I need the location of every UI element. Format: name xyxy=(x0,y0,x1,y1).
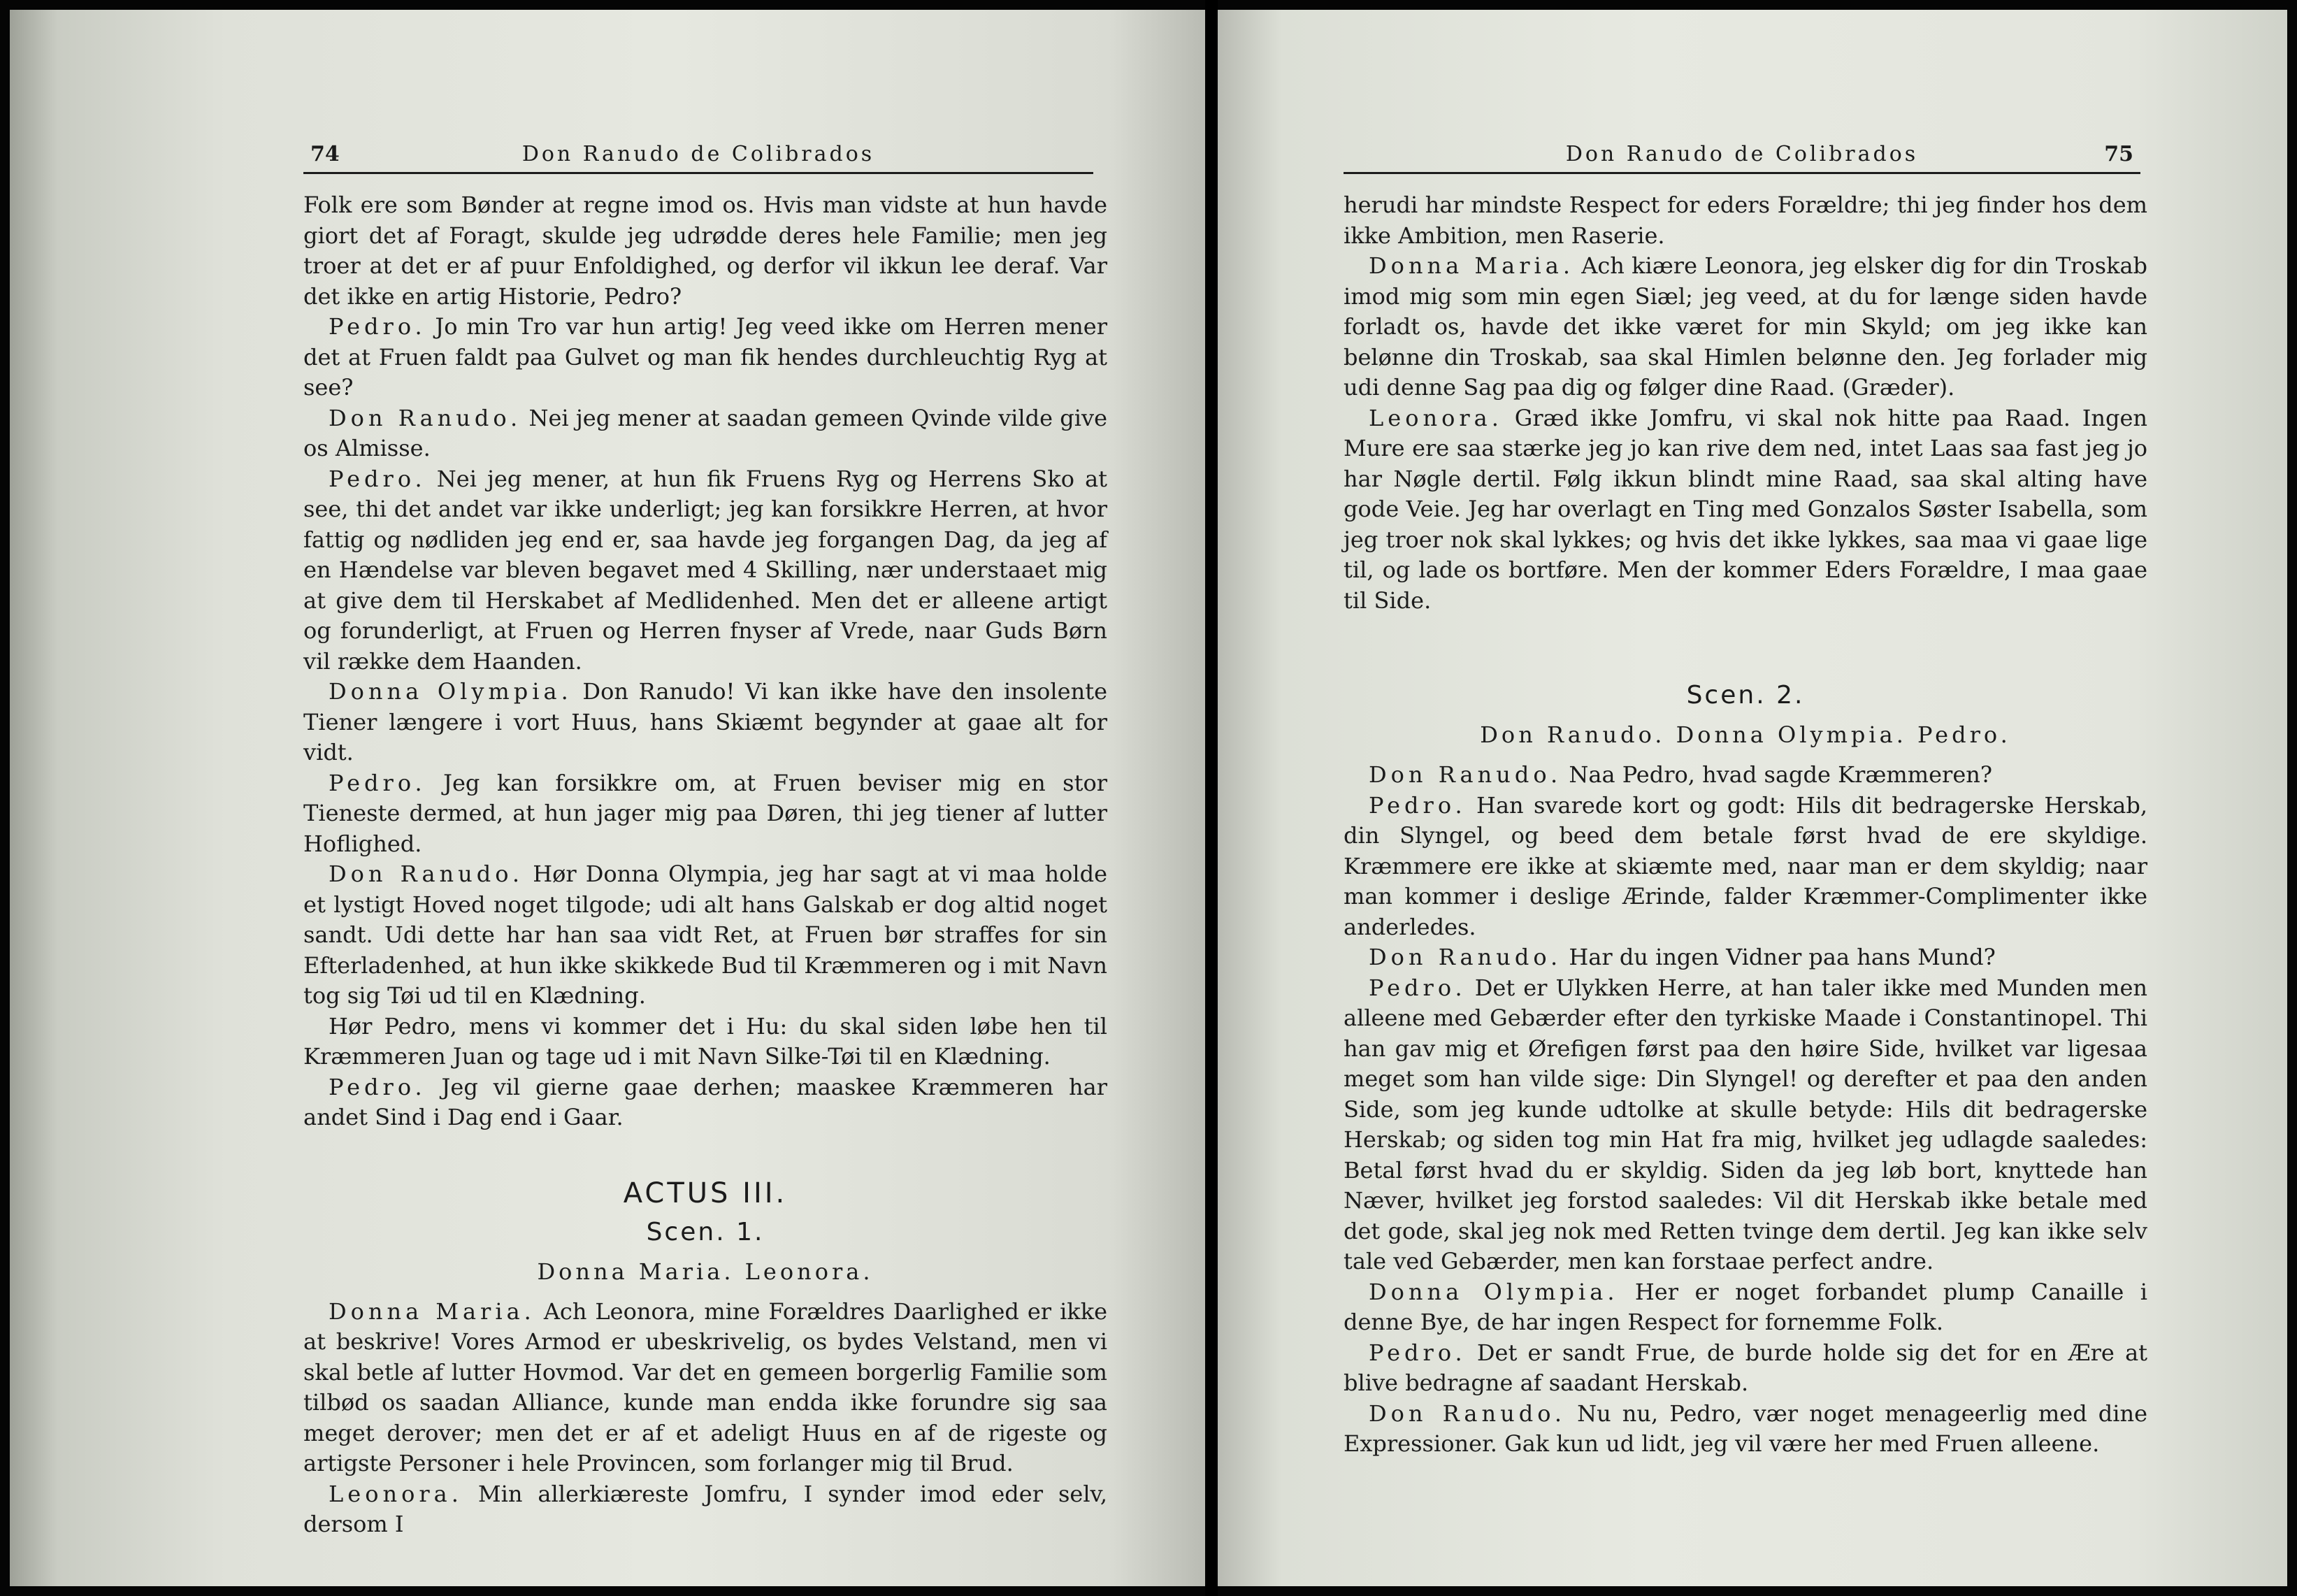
speaker-name: Don Ranudo. xyxy=(329,404,522,431)
scene-heading: Scen. 1. xyxy=(646,1217,765,1246)
paragraph xyxy=(1344,1277,2147,1338)
paragraph-text: Ach Leonora, mine Forældres Daarlighed er ikke at beskrive! Vores Armod er ubeskrivelig, os bydes Velstand, men vi skal betle af lutter Hovmod. Var det en gemeen borgerlig Familie som tilbød os saadan Alliance, kunde man endda ikke forundre sig saa meget derover; men det er af et adeligt Huus en af de rigeste og artigste Personer i hele Provincen, som forlanger mig til Brud. xyxy=(303,1297,1108,1476)
speaker-name: Don Ranudo. xyxy=(329,861,524,887)
paragraph-text: Hør Donna Olympia, jeg har sagt at vi maa holde et lystigt Hoved noget tilgode; udi alt hans Galskab er dog altid noget sandt. Udi dette har han saa vidt Ret, at Fruen bør straffes for sin Efterladenhed, at hun ikke skikkede Bud til Kræmmeren og i mit Navn tog sig Tøi ud til en Klædning. xyxy=(303,861,1108,1009)
scene-cast: Don Ranudo. Donna Olympia. Pedro. xyxy=(1480,721,2011,748)
paragraph xyxy=(1344,251,2147,403)
paragraph xyxy=(1344,791,2147,943)
paragraph-text: Her er noget forbandet plump Canaille i denne Bye, de har ingen Respect for fornemme Folk. xyxy=(1344,1278,2147,1335)
page-number: 74 xyxy=(310,142,340,166)
page-body xyxy=(1344,190,2147,1460)
paragraph-text: Jeg vil gierne gaae derhen; maaskee Kræmmeren har andet Sind i Dag end i Gaar. xyxy=(303,1073,1108,1130)
paragraph-text: Hør Pedro, mens vi kommer det i Hu: du skal siden løbe hen til Kræmmeren Juan og tage ud i mit Navn Silke-Tøi til en Klædning. xyxy=(303,1012,1107,1070)
page-number: 75 xyxy=(2104,142,2133,166)
paragraph xyxy=(303,1297,1107,1479)
paragraph-text: Min allerkiæreste Jomfru, I synder imod eder selv, dersom I xyxy=(303,1480,1108,1537)
speaker-name: Don Ranudo. xyxy=(1369,944,1562,970)
paragraph xyxy=(1344,190,2147,251)
running-header xyxy=(1344,136,2140,174)
paragraph xyxy=(303,1479,1107,1540)
paragraph xyxy=(1344,760,2147,791)
running-header xyxy=(303,136,1093,174)
speaker-name: Don Ranudo. xyxy=(1369,1400,1567,1427)
paragraph-text: Det er Ulykken Herre, at han taler ikke med Munden men alleene med Gebærder efter den tyrkiske Maade i Constantinopel. Thi han gav mig et Ørefigen først paa den høire Side, hvilket var ligesaa meget som han vilde sige: Din Slyngel! og derefter et paa den anden Side, som jeg kunde udtolke at skulle betyde: Hils dit bedragerske Herskab; og siden tog min Hat fra mig, hvilket jeg udlagde saaledes: Betal først hvad du er skyldig. Siden da jeg løb bort, knyttede han Næver, hvilket jeg forstod saaledes: Vil dit Herskab ikke betale med det gode, skal jeg nok med Retten tvinge dem dertil. Jeg kan ikke selv tale ved Gebærder, men kan forstaae perfect andre. xyxy=(1344,974,2148,1274)
paragraph xyxy=(303,464,1107,677)
speaker-name: Pedro. xyxy=(329,1073,426,1100)
paragraph-text: Nei jeg mener at saadan gemeen Qvinde vilde give os Almisse. xyxy=(303,404,1108,461)
speaker-name: Leonora. xyxy=(329,1480,463,1507)
paragraph xyxy=(1344,942,2147,973)
speaker-name: Pedro. xyxy=(1369,974,1467,1001)
paragraph xyxy=(303,768,1107,860)
paragraph xyxy=(1344,1399,2147,1460)
paragraph-text: Don Ranudo! Vi kan ikke have den insolente Tiener længere i vort Huus, hans Skiæmt begynder at gaae alt for vidt. xyxy=(303,678,1108,765)
scene-heading: Scen. 2. xyxy=(1686,681,1805,710)
paragraph-text: Folk ere som Bønder at regne imod os. Hvis man vidste at hun havde giort det af Foragt, skulde jeg udrødde deres hele Familie; men jeg troer at det er af puur Enfoldighed, og derfor vil ikkun lee deraf. Var det ikke en artig Historie, Pedro? xyxy=(303,192,1107,310)
speaker-name: Leonora. xyxy=(1369,404,1503,431)
speaker-name: Pedro. xyxy=(1369,791,1467,819)
paragraph-text: Han svarede kort og godt: Hils dit bedragerske Herskab, din Slyngel, og beed dem betale først hvad de ere skyldige. Kræmmere ere ikke at skiæmte med, naar man er dem skyldig; naar man kommer i deslige Ærinde, falder Kræmmer-Complimenter ikke anderledes. xyxy=(1344,791,2147,940)
paragraph xyxy=(303,312,1107,403)
paragraph xyxy=(1344,973,2147,1277)
paragraph-text: Ach kiære Leonora, jeg elsker dig for din Troskab imod mig som min egen Siæl; jeg veed, at du for længe siden havde forladt os, havde det ikke været for min Skyld; om jeg ikke kan belønne din Troskab, saa skal Himlen belønne den. Jeg forlader mig udi denne Sag paa dig og følger dine Raad. (Græder). xyxy=(1344,252,2148,401)
paragraph-text: Jo min Tro var hun artig! Jeg veed ikke om Herren mener det at Fruen faldt paa Gulvet og man fik hendes durchleuchtig Ryg at see? xyxy=(303,313,1108,401)
paragraph xyxy=(303,190,1107,312)
paragraph-text: Det er sandt Frue, de burde holde sig det for en Ære at blive bedragne af saadant Herskab. xyxy=(1344,1339,2148,1396)
speaker-name: Donna Maria. xyxy=(1369,252,1575,279)
speaker-name: Donna Olympia. xyxy=(1369,1278,1619,1305)
paragraph-text: Nei jeg mener, at hun fik Fruens Ryg og Herrens Sko at see, thi det andet var ikke underligt; jeg kan forsikkre Herren, at hvor fattig og nødliden jeg end er, saa havde jeg forgangen Dag, da jeg af en Hændelse var bleven begavet med 4 Skilling, nær understaaet mig at give dem til Herskabet af Medlidenhed. Men det er alleene artigt og forunderligt, at Fruen og Herren fnyser af Vrede, naar Guds Børn vil række dem Haanden. xyxy=(303,465,1108,675)
speaker-name: Pedro. xyxy=(329,313,426,340)
paragraph xyxy=(1344,403,2147,617)
left-page xyxy=(10,10,1205,1586)
paragraph-text: Har du ingen Vidner paa hans Mund? xyxy=(1569,944,1996,970)
paragraph-text: Jeg kan forsikkre om, at Fruen beviser mig en stor Tieneste dermed, at hun jager mig paa Døren, thi jeg tiener af lutter Hoflighed. xyxy=(303,769,1107,857)
speaker-name: Donna Olympia. xyxy=(329,678,573,705)
speaker-name: Don Ranudo. xyxy=(1369,761,1562,788)
paragraph-text: herudi har mindste Respect for eders Forældre; thi jeg finder hos dem ikke Ambition, men Raserie. xyxy=(1344,192,2147,249)
paragraph-text: Naa Pedro, hvad sagde Kræmmeren? xyxy=(1569,761,1993,788)
paragraph xyxy=(303,1012,1107,1072)
paragraph xyxy=(303,1072,1107,1133)
paragraph-text: Græd ikke Jomfru, vi skal nok hitte paa Raad. Ingen Mure ere saa stærke jeg jo kan rive dem ned, intet Laas saa fast jeg jo har Nøgle dertil. Følg ikkun blindt mine Raad, saa skal alting have gode Veie. Jeg har overlagt en Ting med Gonzalos Søster Isabella, som jeg troer nok skal lykkes; og hvis det ikke lykkes, saa maa vi gaae lige til, og lade os bortføre. Men der kommer Eders Forældre, I maa gaae til Side. xyxy=(1344,404,2148,614)
speaker-name: Donna Maria. xyxy=(329,1297,535,1325)
act-heading: ACTUS III. xyxy=(623,1177,788,1209)
speaker-name: Pedro. xyxy=(329,769,426,796)
paragraph xyxy=(303,677,1107,768)
paragraph-text: Nu nu, Pedro, vær noget menageerlig med dine Expressioner. Gak kun ud lidt, jeg vil være her med Fruen alleene. xyxy=(1344,1400,2148,1457)
right-page xyxy=(1218,10,2287,1586)
running-title: Don Ranudo de Colibrados xyxy=(521,142,875,166)
speaker-name: Pedro. xyxy=(1369,1339,1467,1366)
scene-cast: Donna Maria. Leonora. xyxy=(537,1258,874,1285)
running-title: Don Ranudo de Colibrados xyxy=(1565,142,1919,166)
paragraph xyxy=(1344,1338,2147,1399)
paragraph xyxy=(303,859,1107,1012)
page-body xyxy=(303,190,1107,1540)
paragraph xyxy=(303,403,1107,464)
speaker-name: Pedro. xyxy=(329,465,426,492)
book-spine xyxy=(1205,0,1218,1596)
